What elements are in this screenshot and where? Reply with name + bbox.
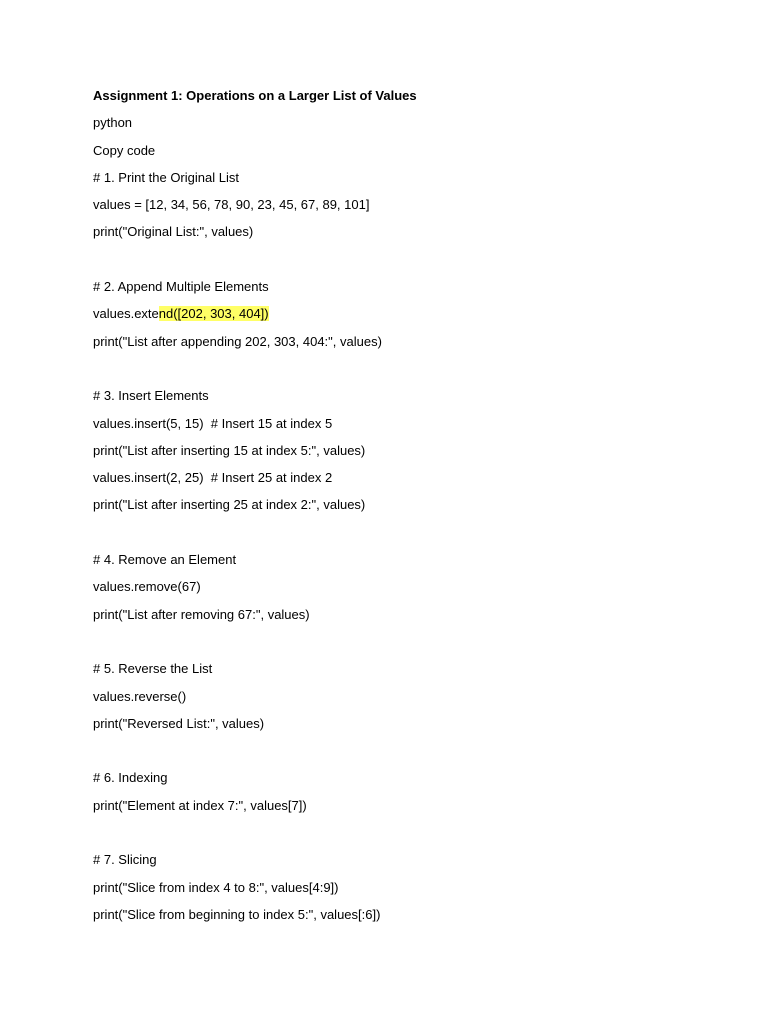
- blank-line: [93, 523, 733, 550]
- code-line: values.remove(67): [93, 579, 201, 595]
- blank-line: [93, 250, 733, 277]
- code-line: print("Slice from index 4 to 8:", values[4:9]): [93, 879, 339, 895]
- code-comment-line: # 1. Print the Original List: [93, 169, 239, 185]
- blank-line: [93, 632, 733, 659]
- code-line: print("List after removing 67:", values): [93, 606, 310, 622]
- code-line: values.reverse(): [93, 688, 187, 704]
- code-line: print("Slice from beginning to index 5:", values[:6]): [93, 906, 381, 922]
- code-comment-line: # 3. Insert Elements: [93, 388, 209, 404]
- blank-line: [93, 823, 733, 850]
- code-line: print("Original List:", values): [93, 224, 254, 240]
- copy-code-label: Copy code: [93, 142, 156, 158]
- code-line: print("Element at index 7:", values[7]): [93, 797, 307, 813]
- code-line: print("Reversed List:", values): [93, 715, 265, 731]
- code-line: print("List after inserting 25 at index 2:", values): [93, 497, 366, 513]
- code-comment-line: # 4. Remove an Element: [93, 552, 237, 568]
- code-comment-line: # 7. Slicing: [93, 852, 157, 868]
- blank-line: [93, 359, 733, 386]
- code-line: values = [12, 34, 56, 78, 90, 23, 45, 67, 89, 101]: [93, 197, 370, 213]
- code-line-highlighted: [93, 304, 733, 331]
- code-line: values.insert(5, 15) # Insert 15 at index 5: [93, 415, 333, 431]
- blank-line: [93, 741, 733, 768]
- code-text: values.exte: [93, 306, 159, 322]
- code-line: values.insert(2, 25) # Insert 25 at index 2: [93, 470, 333, 486]
- document-title: Assignment 1: Operations on a Larger List of Values: [93, 88, 417, 103]
- language-label: python: [93, 115, 133, 131]
- code-block: [93, 168, 733, 932]
- code-line: print("List after appending 202, 303, 404:", values): [93, 333, 382, 349]
- code-comment-line: # 2. Append Multiple Elements: [93, 279, 269, 295]
- document-page: [93, 86, 733, 932]
- code-comment-line: # 5. Reverse the List: [93, 661, 213, 677]
- code-comment-line: # 6. Indexing: [93, 770, 168, 786]
- code-line: print("List after inserting 15 at index 5:", values): [93, 442, 366, 458]
- highlighted-text: nd([202, 303, 404]): [158, 306, 269, 322]
